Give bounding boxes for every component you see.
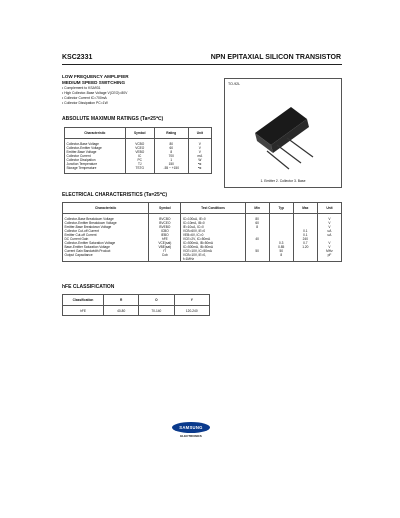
feature-item: • Complement to KSA931 (62, 86, 127, 91)
table-row: Collector-Base Voltage Collector-Emitter Voltage Emitter-Base Voltage Collector Current Collector Dissipation Junction Temperature Storage Temperature VCBO VCEO VEBO IC PC TJ TSTG 80 60 8 700 1 150 -55 ~ +150 V V V mA W ℃ ℃ (65, 139, 212, 174)
table-row: hFE 40-80 70-140 120-240 (63, 306, 210, 316)
feature-item: • High Collector-Base Voltage V(CEO)=80V (62, 91, 127, 96)
feature-item: • Collector Current IC=700mA (62, 96, 127, 101)
table-row: Collector-Base Breakdown Voltage Collector-Emitter Breakdown Voltage Emitter-Base Breakdown Voltage Collector Cut-off Current Emitter Cut-off Current DC Current Gain Collector-Emitter Saturation Voltage Base-Emitter Saturation Voltage Current Gain Bandwidth Product Output Capacitance BVCBO BVCEO BVEBO ICBO IEBO hFE VCE(sat) VBE(sat) fT Cob IC=100uA, IE=0 IC=10mA, IB=0 IE=10uA, IC=0 VCB=60V, IE=0 VEB=6V, IC=0 VCE=2V, IC=50mA IC=500mA, IB=50mA IC=500mA, IB=50mA VCE=10V, IC=50mA VCB=10V, IE=0, f=1MHz 80 60 8 40 50 0.3 0.85 50 8 0.1 0.1 240 0.7 1.20 V V V uA uA V V MHz pF (63, 214, 342, 262)
table-header-row: Classification R O Y (63, 295, 210, 306)
application-heading: LOW FREQUENCY AMPLIFIER MEDIUM SPEED SWITCHING (62, 74, 129, 85)
feature-item: • Collector Dissipation PC=1W (62, 101, 127, 106)
elec-char-table (62, 202, 342, 262)
table-header-row: Characteristic Symbol Rating Unit (65, 128, 212, 139)
pin-caption: 1. Emitter 2. Collector 3. Base (260, 179, 306, 183)
header-divider (62, 64, 342, 65)
package-label: TO-92L (228, 82, 241, 86)
abs-max-title: ABSOLUTE MAXIMUM RATINGS (Ta=25℃) (62, 116, 164, 122)
transistor-package-icon (243, 97, 323, 173)
abs-max-table (64, 127, 212, 174)
table-header-row: Characteristic Symbol Test Conditions Min Typ Max Unit (63, 203, 342, 214)
document-title: NPN EPITAXIAL SILICON TRANSISTOR (210, 54, 341, 61)
samsung-logo: SAMSUNG (172, 422, 210, 433)
hfe-classification-title: hFE CLASSIFICATION (62, 284, 115, 290)
brand-subtitle: ELECTRONICS (180, 434, 202, 438)
part-number: KSC2331 (62, 54, 93, 61)
hfe-classification-table (62, 294, 210, 316)
package-box (224, 78, 342, 188)
feature-list (62, 86, 127, 106)
elec-char-title: ELECTRICAL CHARACTERISTICS (Ta=25℃) (62, 192, 168, 198)
